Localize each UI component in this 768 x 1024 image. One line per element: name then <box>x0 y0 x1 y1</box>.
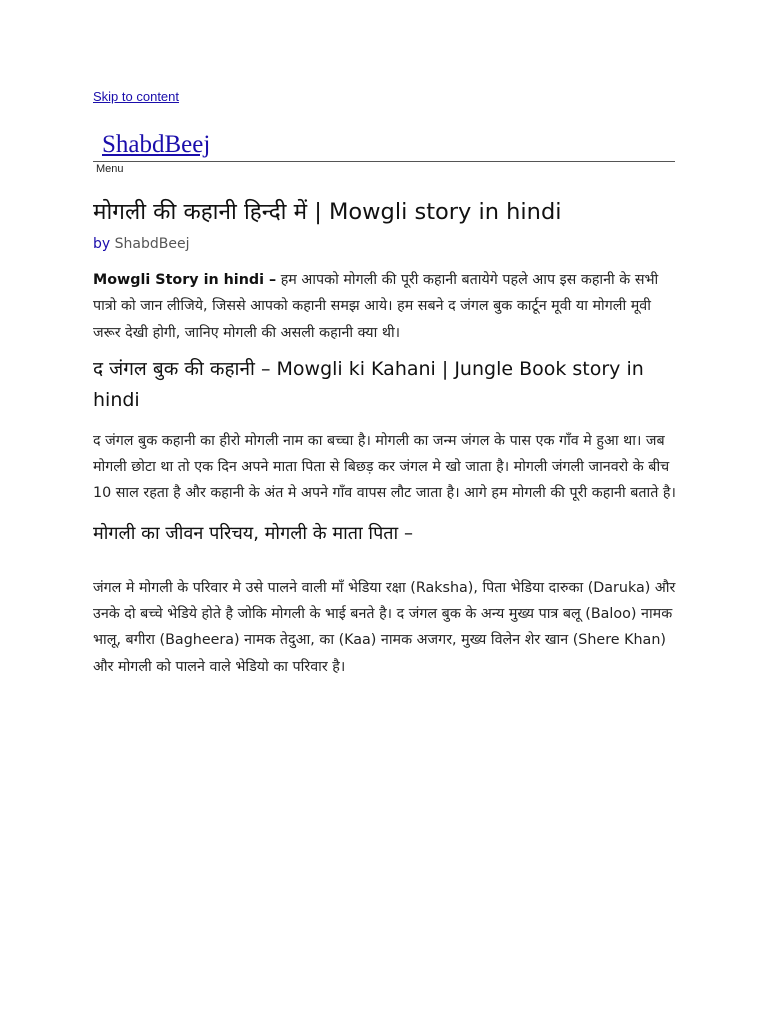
section-paragraph-mowgli-parents: जंगल मे मोगली के परिवार मे उसे पालने वाली माँ भेडिया रक्षा (Raksha), पिता भेडिया दारुका (Daruka) और उनके दो बच्चे भेडिये होते है जोकि मोगली के भाई बनते है। द जंगल बुक के अन्य मुख्य पात्र बलू (Baloo) नामक भालू, बगीरा (Bagheera) नामक तेदुआ, का (Kaa) नामक अजगर, मुख्य विलेन शेर खान (Shere Khan) और मोगली को पालने वाले भेडियो का परिवार है। <box>93 579 676 675</box>
site-title-link[interactable]: ShabdBeej <box>102 131 211 158</box>
skip-to-content-link[interactable]: Skip to content <box>93 89 179 104</box>
intro-text: हम आपको मोगली की पूरी कहानी बतायेगे पहले आप इस कहानी के सभी पात्रो को जान लीजिये, जिससे आपको कहानी समझ आये। हम सबने द जंगल बुक कार्टून मूवी या मोगली मूवी जरूर देखी होगी, जानिए मोगली की असली कहानी क्या थी। <box>93 272 659 341</box>
byline-prefix: by <box>93 236 111 252</box>
section-heading-jungle-book-story: द जंगल बुक की कहानी – Mowgli ki Kahani | Jungle Book story in hindi <box>93 357 644 411</box>
byline <box>93 233 678 255</box>
intro-paragraph <box>93 267 678 346</box>
menu-toggle[interactable]: Menu <box>96 163 124 175</box>
article <box>93 195 678 680</box>
header-divider <box>93 161 675 162</box>
section-heading-mowgli-parents: मोगली का जीवन परिचय, मोगली के माता पिता – <box>93 522 413 544</box>
intro-bold-label: Mowgli Story in hindi – <box>93 272 277 288</box>
article-title: मोगली की कहानी हिन्दी में | Mowgli story in hindi <box>93 199 562 225</box>
section-paragraph-jungle-book-story: द जंगल बुक कहानी का हीरो मोगली नाम का बच्चा है। मोगली का जन्म जंगल के पास एक गाँव मे हुआ था। जब मोगली छोटा था तो एक दिन अपने माता पिता से बिछड़ कर जंगल मे खो जाता है। मोगली जंगली जानवरो के बीच 10 साल रहता है और कहानी के अंत मे अपने गाँव वापस लौट जाता है। आगे हम मोगली की पूरी कहानी बताते है। <box>93 432 676 502</box>
author-link[interactable]: ShabdBeej <box>114 236 190 252</box>
